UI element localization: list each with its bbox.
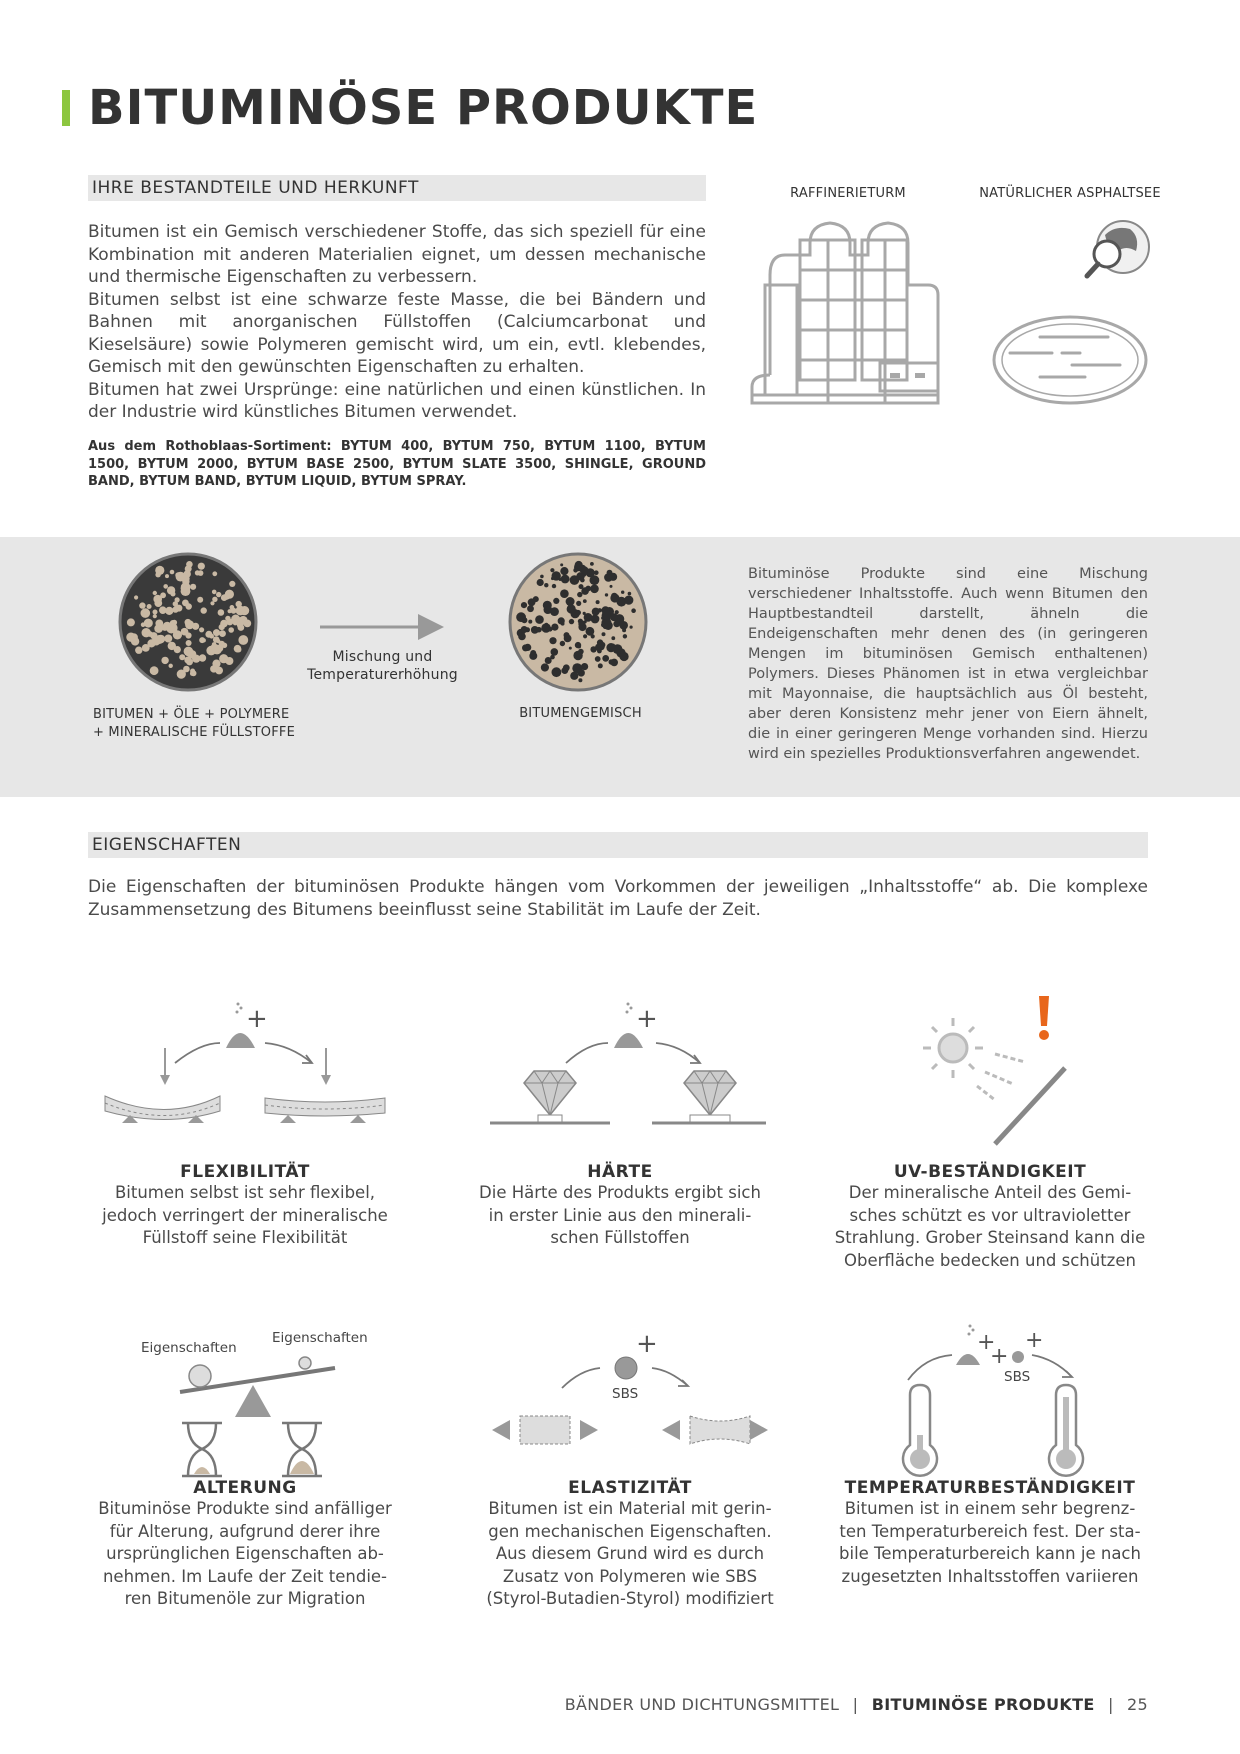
granule — [517, 617, 520, 620]
granule — [602, 655, 609, 662]
granule — [586, 627, 595, 636]
footer-section: BITUMINÖSE PRODUKTE — [871, 1695, 1095, 1714]
product-range-label: Aus dem Rothoblaas-Sortiment: — [88, 439, 332, 454]
granule — [521, 602, 527, 608]
granule — [569, 619, 574, 624]
granule — [190, 584, 196, 590]
granule — [521, 626, 528, 633]
thermometer-right-icon — [1049, 1385, 1083, 1476]
granule — [179, 654, 185, 660]
granule — [544, 583, 548, 587]
granule — [243, 620, 251, 628]
granule — [549, 637, 556, 644]
granule — [575, 642, 581, 648]
granule — [583, 599, 587, 603]
granule — [142, 628, 151, 637]
granule — [227, 619, 234, 626]
property-title: ELASTIZITÄT — [568, 1478, 692, 1498]
granule — [185, 619, 192, 626]
granule — [601, 606, 609, 614]
granule — [175, 597, 180, 602]
granule — [561, 622, 565, 626]
sbs-label-temperature: SBS — [1004, 1369, 1031, 1385]
mixing-description: Bituminöse Produkte sind eine Mischung verschiedener Inhaltsstoffe. Auch wenn Bitumen den Hauptbestandteil darstellt, ähneln die Endeigenschaften mehr denen des (in geringeren Mengen im bituminösen Gemisch enthaltenen) Polymers. Dieses Phänomen ist in etwa vergleichbar mit Mayonnaise, die hauptsächlich aus Öl besteht, aber deren Konsistenz mehr jener von Eiern ähnelt, die in einer geringeren Menge vorhanden sind. Hierzu wird ein spezielles Produktionsverfahren angewendet. — [748, 566, 1148, 762]
property-line: Strahlung. Grober Steinsand kann die — [834, 1228, 1146, 1247]
granule — [610, 594, 619, 603]
granule — [222, 643, 227, 648]
refinery-tower-icon — [750, 215, 940, 407]
sun-icon — [923, 1018, 983, 1078]
granule — [209, 634, 214, 639]
property-line: schen Füllstoffen — [550, 1228, 690, 1247]
title-accent-bar — [62, 90, 70, 126]
granule — [154, 624, 163, 633]
property-text — [80, 1498, 410, 1611]
property-card — [455, 1162, 785, 1250]
property-card — [80, 1162, 410, 1250]
granule — [150, 666, 159, 675]
granule — [550, 607, 559, 616]
granule — [583, 612, 586, 615]
granule — [547, 606, 551, 610]
granule — [578, 678, 582, 682]
granule — [161, 657, 168, 664]
granule — [170, 570, 175, 575]
granule — [609, 659, 614, 664]
granule — [564, 632, 570, 638]
footer-separator: | — [1107, 1695, 1114, 1714]
granule — [571, 609, 580, 618]
granule — [561, 575, 570, 584]
granule — [592, 608, 600, 616]
granule — [195, 570, 200, 575]
granule — [598, 663, 603, 668]
granule — [595, 644, 602, 651]
origin-paragraph-3: Bitumen hat zwei Ursprünge: eine natürlichen und einen künstlichen. In der Industrie wird künstliches Bitumen verwendet. — [88, 379, 706, 422]
granule — [183, 575, 190, 582]
property-line: Bituminöse Produkte sind anfälliger — [98, 1499, 392, 1518]
product-range-list: BYTUM 400, BYTUM 750, BYTUM 1100, BYTUM 1500, BYTUM 2000, BYTUM BASE 2500, BYTUM SLATE 3500, SHINGLE, GROUND BAND, BYTUM BAND, BYTUM LIQUID, BYTUM SPRAY. — [88, 439, 706, 489]
granule — [167, 586, 175, 594]
granule — [605, 593, 608, 596]
granule — [131, 637, 139, 645]
granule — [594, 570, 599, 575]
granule — [225, 590, 234, 599]
granule — [183, 666, 190, 673]
raw-mixture-disc-icon — [118, 552, 258, 692]
property-line: Bitumen ist in einem sehr begrenz- — [844, 1499, 1136, 1518]
granule — [531, 626, 539, 634]
granule — [583, 634, 587, 638]
granule — [553, 598, 559, 604]
property-line: Zusatz von Polymeren wie SBS — [502, 1566, 758, 1586]
refinery-label: RAFFINERIETURM — [790, 186, 906, 201]
granule — [530, 650, 536, 656]
plus-sign: + — [636, 1004, 658, 1034]
process-label — [300, 648, 465, 684]
granule — [528, 620, 532, 624]
property-text — [80, 1182, 410, 1250]
granule — [620, 652, 629, 661]
granule — [229, 581, 235, 587]
granule — [238, 635, 248, 645]
granule — [228, 627, 234, 633]
granule — [563, 664, 570, 671]
plus-sign: + — [636, 1329, 658, 1359]
granule — [155, 566, 164, 575]
property-title: ALTERUNG — [193, 1478, 297, 1498]
property-line: gen mechanischen Eigenschaften. — [488, 1521, 772, 1541]
granule — [186, 603, 192, 609]
asphalt-lake-label: NATÜRLICHER ASPHALTSEE — [979, 186, 1161, 201]
granule — [522, 644, 529, 651]
page-title: BITUMINÖSE PRODUKTE — [88, 80, 759, 136]
granule — [212, 590, 217, 595]
raw-mixture-label-line2: + MINERALISCHE FÜLLSTOFFE — [93, 725, 296, 740]
properties-intro: Die Eigenschaften der bituminösen Produkte hängen vom Vorkommen der jeweiligen „Inhaltsstoffe“ ab. Die komplexe Zusammensetzung des Bitumens beeinflusst seine Stabilität im Laufe der Zeit. — [88, 877, 1148, 920]
thermometer-left-icon — [903, 1385, 937, 1476]
granule — [590, 562, 594, 566]
granule — [185, 632, 191, 638]
granule — [609, 573, 617, 581]
granule — [541, 663, 549, 671]
granule — [152, 637, 161, 646]
granule — [141, 608, 151, 618]
aging-label-right: Eigenschaften — [272, 1330, 368, 1346]
granule — [165, 574, 169, 578]
process-arrow-icon — [320, 612, 445, 642]
elasticity-icon — [490, 1328, 770, 1458]
granule — [552, 584, 556, 588]
granule — [631, 608, 636, 613]
granule — [145, 619, 152, 626]
granule — [219, 654, 228, 663]
temperature-icon — [880, 1325, 1110, 1475]
property-line: Die Härte des Produkts ergibt sich — [479, 1183, 761, 1202]
granule — [132, 633, 137, 638]
granule — [153, 591, 157, 595]
granule — [595, 656, 601, 662]
granule — [572, 663, 582, 673]
origin-paragraph-2: Bitumen selbst ist eine schwarze feste Masse, die bei Bändern und Bahnen mit anorganischen Füllstoffen (Calciumcarbonat und Kieselsäure) sowie Polymeren gemischt wird, um ein, evtl. klebendes, Gemisch mit den gewünschten Eigenschaften zu erhalten. — [88, 289, 706, 377]
raw-mixture-label — [93, 706, 333, 742]
granule — [576, 601, 581, 606]
granule — [582, 625, 586, 629]
granule — [233, 621, 238, 626]
granule — [198, 563, 205, 570]
granule — [537, 579, 544, 586]
granule — [611, 636, 615, 640]
granule — [210, 665, 217, 672]
sbs-label: SBS — [612, 1386, 639, 1402]
granule — [550, 568, 554, 572]
hardness-icon — [488, 1003, 768, 1143]
property-card — [825, 1162, 1155, 1272]
property-line: ren Bitumenöle zur Migration — [124, 1589, 366, 1608]
granule — [560, 589, 569, 598]
granule — [186, 561, 193, 568]
granule — [127, 618, 135, 626]
property-line: zugesetzten Inhaltsstoffen variieren — [841, 1566, 1139, 1586]
granule — [573, 568, 578, 573]
property-line: ursprünglichen Eigenschaften ab- — [106, 1544, 384, 1563]
granule — [159, 606, 167, 614]
property-line: (Styrol-Butadien-Styrol) modifiziert — [486, 1589, 774, 1608]
property-line: in erster Linie aus den minerali- — [488, 1205, 752, 1225]
granule — [212, 597, 217, 602]
property-card — [80, 1478, 410, 1611]
granule — [545, 623, 548, 626]
granule — [551, 648, 559, 656]
granule — [628, 592, 632, 596]
property-line: Bitumen ist ein Material mit gerin- — [488, 1499, 772, 1518]
aging-label-left: Eigenschaften — [141, 1340, 237, 1356]
granule — [623, 634, 627, 638]
granule — [134, 595, 138, 599]
origin-paragraph-1: Bitumen ist ein Gemisch verschiedener Stoffe, das sich speziell für eine Kombination mit anderen Materialien eignet, um dessen mechanische und thermische Eigenschaften zu verbessern. — [88, 222, 706, 287]
exclamation-icon — [1039, 996, 1049, 1040]
property-line: jedoch verringert der mineralische — [102, 1205, 388, 1225]
granule — [602, 632, 606, 636]
property-line: Der mineralische Anteil des Gemi- — [848, 1183, 1132, 1202]
property-text — [455, 1182, 785, 1250]
granule — [212, 571, 217, 576]
granule — [139, 602, 145, 608]
origin-description — [88, 221, 706, 424]
granule — [184, 647, 194, 657]
granule — [218, 609, 225, 616]
granule — [184, 657, 191, 664]
granule — [535, 615, 544, 624]
granule — [613, 621, 620, 628]
bitumen-mixture-disc-icon — [508, 552, 648, 692]
granule — [552, 667, 562, 677]
granule — [606, 643, 615, 652]
granule — [236, 647, 241, 652]
property-line: nehmen. Im Laufe der Zeit tendie- — [102, 1566, 388, 1586]
uv-resistance-icon — [915, 996, 1075, 1146]
property-line: Aus diesem Grund wird es durch — [495, 1544, 765, 1563]
granule — [164, 635, 172, 643]
granule — [552, 571, 561, 580]
granule — [163, 584, 168, 589]
granule — [590, 585, 599, 594]
granule — [580, 578, 585, 583]
granule — [560, 567, 568, 575]
granule — [624, 596, 633, 605]
property-line: Bitumen selbst ist sehr flexibel, — [114, 1183, 376, 1202]
property-text — [825, 1182, 1155, 1272]
section-heading-properties: EIGENSCHAFTEN — [88, 832, 1148, 858]
granule — [199, 637, 205, 643]
granule — [186, 640, 192, 646]
granule — [604, 621, 613, 630]
flexibility-icon — [100, 1003, 390, 1143]
footer-separator: | — [852, 1695, 859, 1714]
property-line: ten Temperaturbereich fest. Der sta- — [839, 1521, 1141, 1541]
granule — [610, 585, 613, 588]
granule — [174, 646, 181, 653]
granule — [230, 605, 235, 610]
granule — [551, 624, 558, 631]
plus-sign: + — [977, 1330, 996, 1355]
property-title: TEMPERATURBESTÄNDIGKEIT — [844, 1478, 1136, 1498]
granule — [596, 600, 600, 604]
page-number: 25 — [1127, 1695, 1148, 1714]
granule — [199, 627, 204, 632]
granule — [570, 672, 578, 680]
granule — [570, 575, 580, 585]
footer-category: BÄNDER UND DICHTUNGSMITTEL — [564, 1695, 840, 1714]
granule — [213, 629, 220, 636]
granule — [560, 563, 563, 566]
property-text — [455, 1498, 805, 1611]
granule — [621, 591, 624, 594]
granule — [581, 566, 589, 574]
property-title: UV-BESTÄNDIGKEIT — [893, 1162, 1087, 1182]
plus-sign: + — [246, 1004, 268, 1034]
property-line: bile Temperaturbereich kann je nach — [839, 1544, 1141, 1563]
granule — [219, 630, 226, 637]
bitumen-mixture-label: BITUMENGEMISCH — [519, 706, 642, 721]
granule — [206, 646, 216, 656]
plus-sign: + — [1025, 1328, 1044, 1353]
granule — [153, 610, 158, 615]
granule — [153, 614, 157, 618]
granule — [569, 647, 572, 650]
granule — [197, 597, 203, 603]
product-range — [88, 438, 706, 491]
granule — [619, 621, 628, 630]
granule — [154, 599, 162, 607]
granule — [191, 670, 197, 676]
process-label-line2: Temperaturerhöhung — [307, 667, 458, 683]
property-text — [825, 1498, 1155, 1588]
granule — [169, 664, 173, 668]
granule — [610, 613, 618, 621]
asphalt-lake-icon — [980, 215, 1160, 407]
property-title: HÄRTE — [587, 1162, 653, 1182]
diamond-left-icon — [524, 1071, 576, 1115]
property-line: Oberfläche bedecken und schützen — [844, 1250, 1136, 1270]
granule — [220, 620, 228, 628]
property-line: für Alterung, aufgrund derer ihre — [109, 1521, 381, 1541]
granule — [236, 606, 246, 616]
granule — [238, 624, 245, 631]
granule — [527, 605, 534, 612]
granule — [147, 604, 152, 609]
granule — [560, 641, 565, 646]
diamond-right-icon — [684, 1071, 736, 1115]
granule — [590, 575, 600, 585]
granule — [181, 629, 185, 633]
page-footer — [565, 1695, 1148, 1714]
plus-sign: + — [990, 1344, 1009, 1369]
globe-magnifier-icon — [1087, 221, 1149, 276]
property-card — [455, 1478, 805, 1611]
granule — [617, 616, 620, 619]
property-title: FLEXIBILITÄT — [180, 1162, 310, 1182]
granule — [578, 649, 584, 655]
aging-icon — [140, 1328, 370, 1478]
section-heading-origin: IHRE BESTANDTEILE UND HERKUNFT — [88, 175, 706, 201]
granule — [533, 596, 539, 602]
granule — [201, 607, 207, 613]
granule — [216, 592, 221, 597]
granule — [550, 655, 555, 660]
raw-mixture-label-line1: BITUMEN + ÖLE + POLYMERE — [93, 707, 290, 722]
property-line: Füllstoff seine Flexibilität — [142, 1228, 348, 1247]
granule — [579, 584, 584, 589]
granule — [181, 586, 185, 590]
granule — [630, 626, 633, 629]
granule — [212, 642, 217, 647]
granule — [168, 623, 178, 633]
process-label-line1: Mischung und — [332, 649, 433, 665]
granule — [540, 575, 544, 579]
granule — [518, 633, 526, 641]
property-line: sches schützt es vor ultravioletter — [849, 1205, 1131, 1225]
granule — [160, 592, 166, 598]
granule — [135, 647, 142, 654]
property-card — [825, 1478, 1155, 1588]
